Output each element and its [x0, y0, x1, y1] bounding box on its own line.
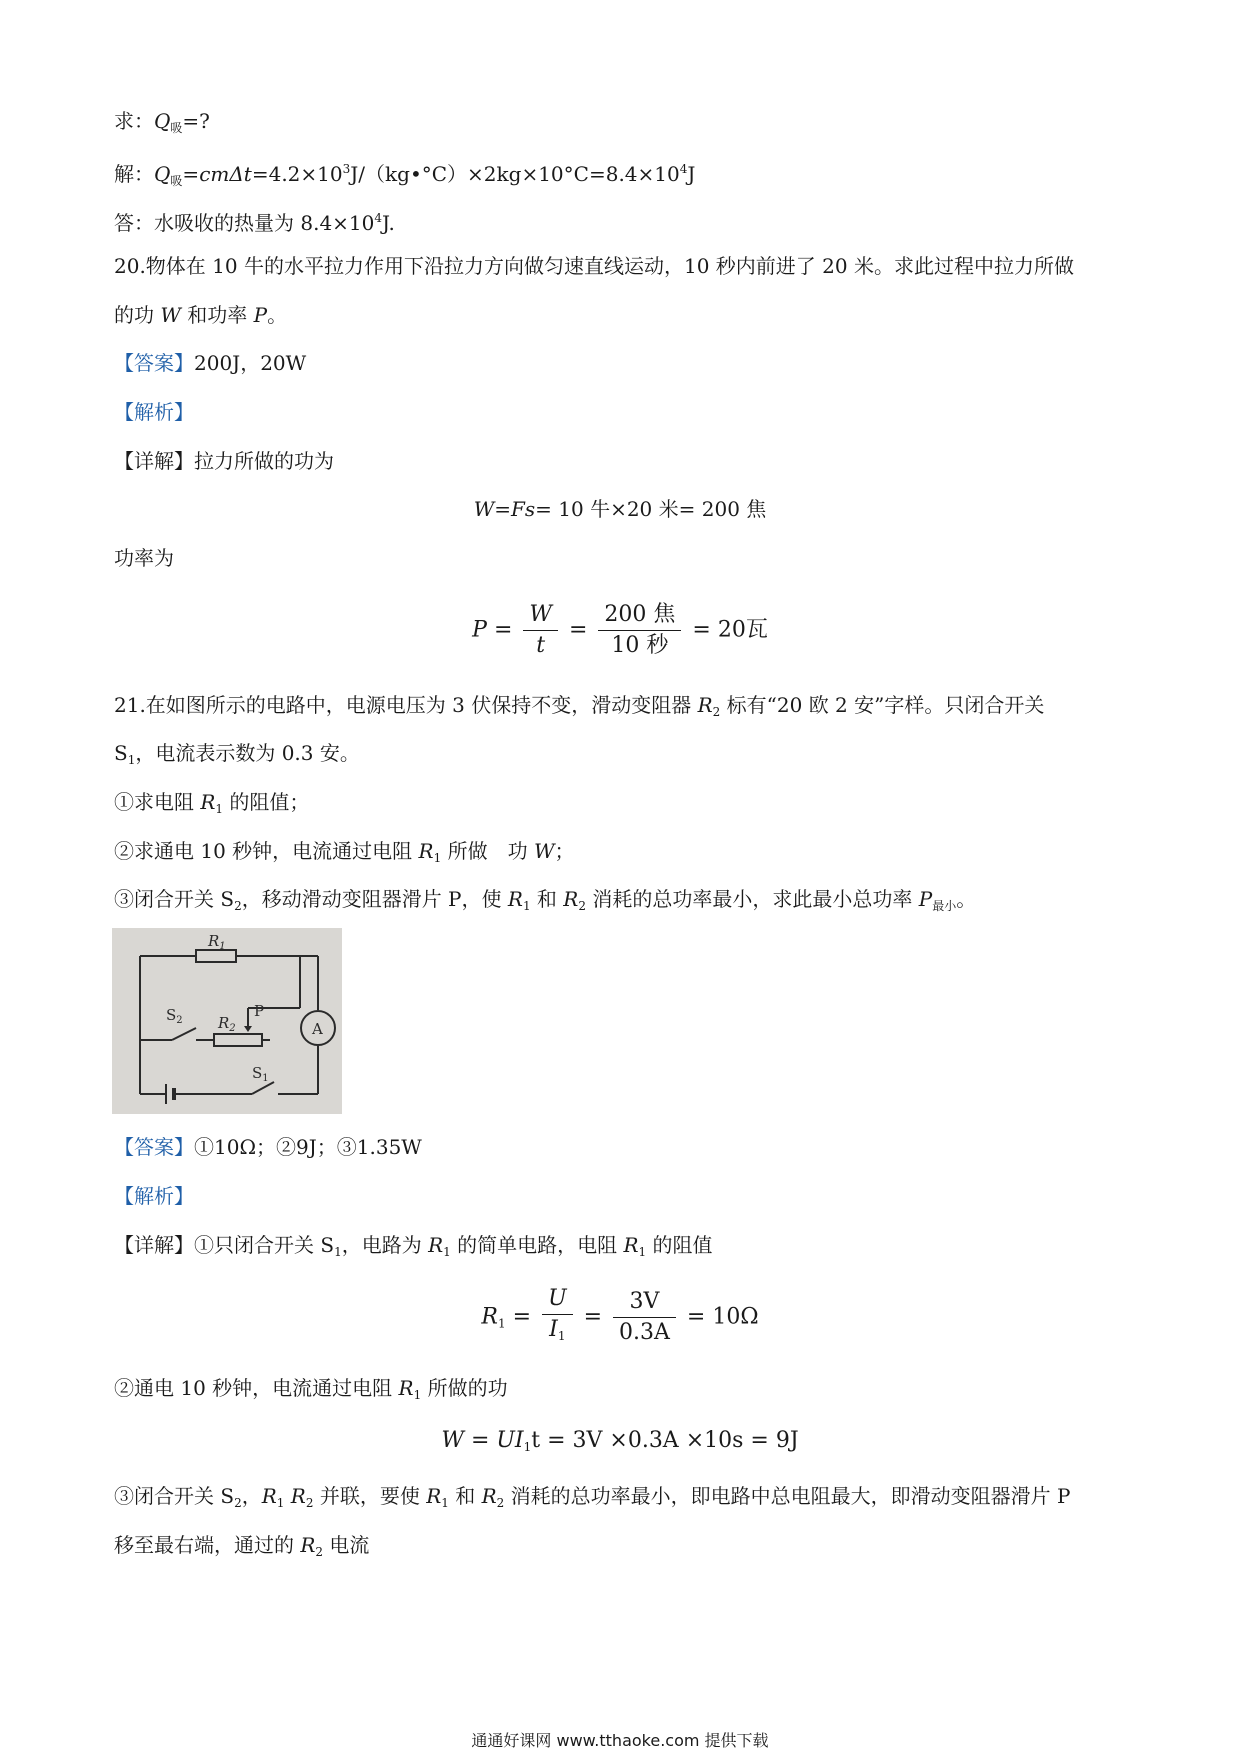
- q21-answer: 【答案】①10Ω；②9J；③1.35W: [114, 1135, 422, 1159]
- q19-solution-line: 解：$Q_吸=cm\Delta t=4.2\times 10^3J/(kg•^\circ C)\times 2kg\times 10^\circ C=8.4\times 10^4J$: [114, 162, 696, 188]
- q21-question-line1: 21.在如图所示的电路中，电源电压为 3 伏保持不变，滑动变阻器 $R_2$ 标有“20 欧 2 安”字样。只闭合开关: [114, 693, 1045, 719]
- q21-item2: ②求通电 10 秒钟，电流通过电阻 $R_1$ 所做 功 W；: [114, 839, 575, 865]
- q21-item1: ①求电阻 $R_1$ 的阻值；: [114, 790, 310, 816]
- q20-work-equation: W=Fs= 10 牛×20 米= 200 焦: [473, 497, 767, 521]
- q20-analysis: [114, 397, 194, 427]
- q21-work-equation: $W = UI_1t = 3V \times 0.3A \times 10s = 9J$: [441, 1428, 799, 1454]
- q21-item3: ③闭合开关 $S_2$，移动滑动变阻器滑片 P，使 $R_1$ 和 $R_2$ 消耗的总功率最小，求此最小总功率 $P_{最小}$。: [114, 887, 977, 913]
- rheostat-r2: [214, 1034, 262, 1046]
- q20-question-line1: 20.物体在 10 牛的水平拉力作用下沿拉力方向做匀速直线运动，10 秒内前进了 20 米。求此过程中拉力所做: [114, 254, 1074, 278]
- analysis-tag: 【解析】: [114, 1184, 194, 1208]
- q19-ask-line: 求：$Q_吸=$?: [114, 109, 210, 135]
- q20-answer: 【答案】200J，20W: [114, 351, 307, 375]
- q21-question-line2: $S_1$，电流表示数为 0.3 安。: [114, 741, 360, 767]
- q21-detail: 【详解】①只闭合开关 $S_1$，电路为 $R_1$ 的简单电路，电阻 $R_1$ 的阻值: [114, 1233, 713, 1259]
- fraction: $\frac{3V}{0.3A}$: [613, 1287, 676, 1348]
- q20-question-line2: 的功 W 和功率 P。: [114, 303, 288, 327]
- answer-tag: 【答案】: [114, 1135, 194, 1159]
- svg-text:R1: $R_1$: [208, 932, 226, 952]
- fraction: $\frac{U}{I_1}$: [542, 1284, 573, 1351]
- slider-arrow: [244, 1026, 252, 1032]
- svg-text:S2: $S_2$: [166, 1006, 183, 1026]
- q20-detail: 【详解】拉力所做的功为: [114, 449, 334, 473]
- circuit-diagram: [112, 928, 342, 1114]
- q20-power-label: 功率为: [114, 546, 174, 570]
- footer-credit: 通通好课网 www.tthaoke.com 提供下载: [471, 1731, 769, 1750]
- q21-resistance-equation: $R_1$ = $\frac{U}{I_1}$ = $\frac{3V}{0.3A}$ = 10Ω: [0, 1284, 1240, 1351]
- resistor-r1: [196, 950, 236, 962]
- q20-power-equation: P = $\frac{W}{t}$ = $\frac{\text{200 焦}}{\text{10 秒}}$ = 20瓦: [0, 600, 1240, 661]
- circuit-svg: [112, 928, 342, 1114]
- svg-text:P: P: [254, 1002, 265, 1020]
- svg-text:R2: $R_2$: [218, 1014, 236, 1034]
- analysis-tag: 【解析】: [114, 400, 194, 424]
- q19-answer-line: 答：水吸收的热量为 $8.4\times 10^4J$.: [114, 211, 395, 235]
- q21-analysis: [114, 1181, 194, 1211]
- svg-text:A: A: [312, 1020, 323, 1038]
- q21-part2: ②通电 10 秒钟，电流通过电阻 $R_1$ 所做的功: [114, 1376, 508, 1402]
- q21-part3-line1: ③闭合开关 $S_2$，$R_1$ $R_2$ 并联，要使 $R_1$ 和 $R_2$ 消耗的总功率最小，即电路中总电阻最大，即滑动变阻器滑片 P: [114, 1484, 1071, 1510]
- switch-s2: [172, 1028, 196, 1040]
- svg-text:S1: $S_1$: [252, 1064, 269, 1084]
- answer-tag: 【答案】: [114, 351, 194, 375]
- fraction: $\frac{W}{t}$: [523, 600, 558, 661]
- q21-part3-line2: 移至最右端，通过的 $R_2$ 电流: [114, 1533, 370, 1559]
- fraction: $\frac{\text{200 焦}}{\text{10 秒}}$: [598, 600, 681, 661]
